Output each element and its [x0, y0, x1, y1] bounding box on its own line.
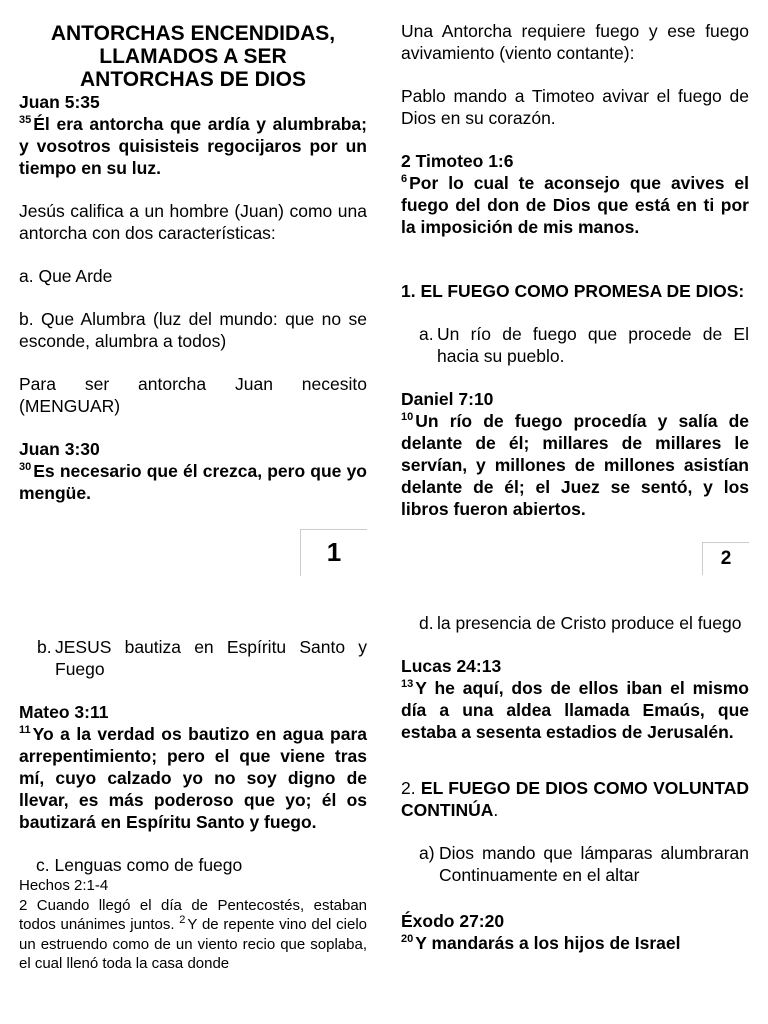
page-number: 1 [300, 529, 367, 576]
verse-number: 20 [401, 933, 414, 946]
verse-reference: Juan 5:35 [19, 92, 100, 112]
list-marker: a. [419, 324, 434, 344]
paragraph: b. Que Alumbra (luz del mundo: que no se esconde, alumbra a todos) [19, 309, 367, 351]
verse-number: 35 [19, 114, 32, 127]
page-3 [19, 636, 367, 974]
paragraph: Jesús califica a un hombre (Juan) como una antorcha con dos características: [19, 201, 367, 243]
title-line-1: ANTORCHAS ENCENDIDAS, [50, 22, 336, 45]
paragraph: Pablo mando a Timoteo avivar el fuego de Dios en su corazón. [401, 86, 749, 128]
verse-number: 30 [19, 461, 32, 474]
verse-text: $^{20}$ Y mandarás a los hijos de Israel [401, 933, 681, 953]
verse-number: 2 [179, 914, 186, 926]
verse-reference: Juan 3:30 [19, 439, 100, 459]
verse-reference: Daniel 7:10 [401, 389, 494, 409]
page-2 [401, 20, 749, 520]
section-heading: 2. EL FUEGO DE DIOS COMO VOLUNTAD CONTINÚA. [401, 778, 749, 820]
paragraph: a. Que Arde [19, 266, 113, 286]
verse-number: 6 [401, 173, 408, 186]
verse-reference: Lucas 24:13 [401, 656, 502, 676]
paragraph: Una Antorcha requiere fuego y ese fuego avivamiento (viento contante): [401, 21, 749, 63]
verse-text: $^{11}$ Yo a la verdad os bautizo en agua para arrepentimiento; pero el que viene tras mí, cuyo calzado yo no soy digno de llevar, es más poderoso que yo; él os bautizará en Espíritu Santo y fuego. [19, 724, 367, 832]
title-line-2: LLAMADOS A SER [99, 45, 287, 68]
verse-text: $^{10}$ Un río de fuego procedía y salía de delante de él; millares de millares le servían, y millones de millones asistían delante de él; el Juez se sentó, y los libros fueron abiertos. [401, 411, 749, 519]
verse-number: 11 [19, 724, 31, 737]
verse-text: $^{13}$ Y he aquí, dos de ellos iban el mismo día a una aldea llamada Emaús, que estaba a sesenta estadios de Jerusalén. [401, 678, 749, 742]
document-title [19, 22, 367, 91]
title-line-3: ANTORCHAS DE DIOS [80, 68, 306, 91]
list-marker: a) [419, 843, 435, 863]
verse-number: 13 [401, 678, 414, 691]
verse-number: 10 [401, 411, 414, 424]
list-item: b. JESUS bautiza en Espíritu Santo y Fuego [37, 637, 367, 679]
paragraph: Para ser antorcha Juan necesito (MENGUAR) [19, 374, 367, 416]
verse-text: $^{35}$ Él era antorcha que ardía y alumbraba; y vosotros quisisteis regocijaros por un tiempo en su luz. [19, 114, 367, 178]
verse-reference: Éxodo 27:20 [401, 911, 505, 931]
section-heading: 1. EL FUEGO COMO PROMESA DE DIOS: [401, 281, 745, 301]
list-item: a. Un río de fuego que procede de El hacia su pueblo. [419, 324, 749, 366]
verse-reference: Hechos 2:1-4 [19, 877, 109, 894]
list-marker: d. [419, 613, 434, 633]
verse-text: $^{30}$ Es necesario que él crezca, pero que yo mengüe. [19, 461, 367, 503]
verse-text: 2 Cuando llegó el día de Pentecostés, estaban todos unánimes juntos. $^2$ Y de repente vino del cielo un estruendo como de un viento recio que soplaba, el cual llenó toda la casa donde [19, 896, 368, 972]
list-marker: b. [37, 637, 52, 657]
list-item: a) Dios mando que lámparas alumbraran Continuamente en el altar [419, 843, 749, 885]
page-1 [19, 22, 367, 504]
verse-reference: 2 Timoteo 1:6 [401, 151, 514, 171]
verse-text: $^6$ Por lo cual te aconsejo que avives el fuego del don de Dios que está en ti por la imposición de mis manos. [401, 173, 749, 237]
page-number: 2 [702, 542, 749, 575]
list-item: d. la presencia de Cristo produce el fuego [419, 613, 742, 633]
list-item: c. Lenguas como de fuego [36, 855, 243, 875]
verse-reference: Mateo 3:11 [19, 702, 109, 722]
page-4 [401, 612, 749, 954]
